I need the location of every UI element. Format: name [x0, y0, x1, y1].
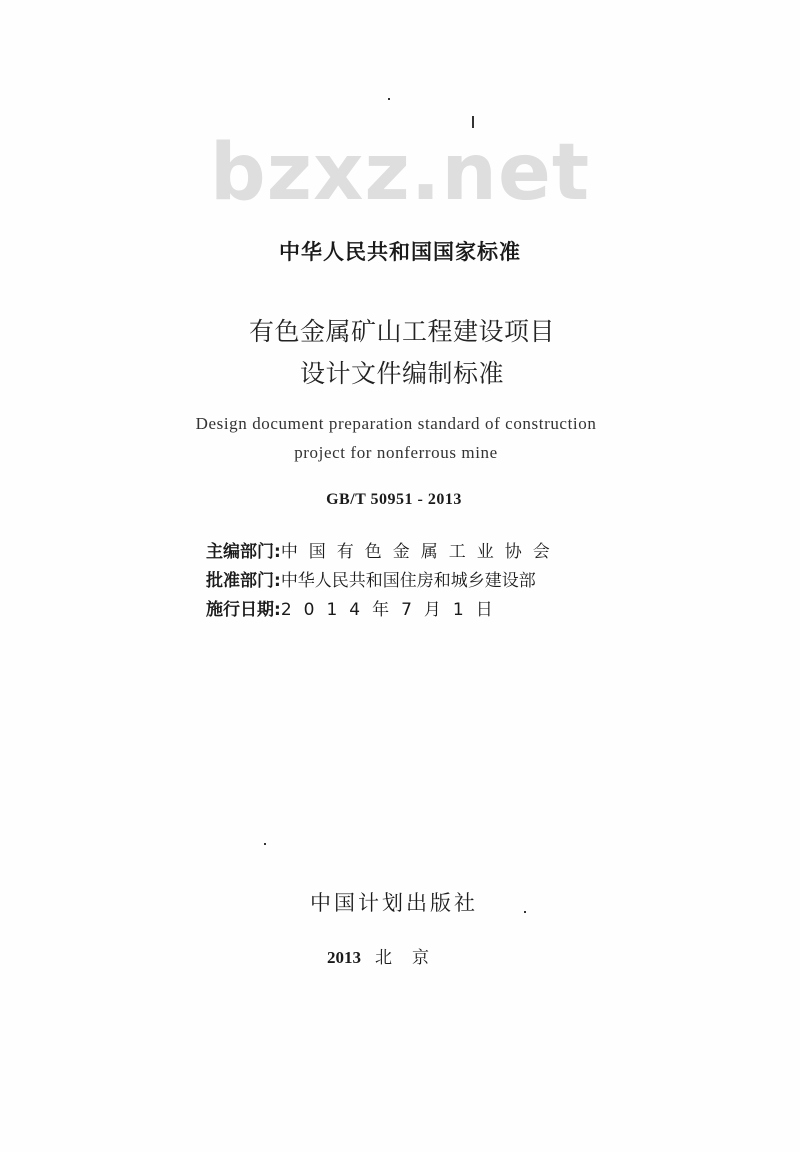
document-title-line-1: 有色金属矿山工程建设项目	[248, 317, 555, 346]
scan-speck	[388, 98, 390, 100]
effective-date-row	[206, 596, 606, 625]
approver-row	[206, 567, 606, 596]
publication-line	[0, 943, 788, 968]
editor-row	[206, 538, 606, 567]
effective-date-value: 2014年7月1日	[280, 600, 505, 620]
scan-speck	[264, 843, 266, 845]
standard-code: GB/T 50951 - 2013	[326, 491, 462, 508]
editor-label: 主编部门	[206, 542, 274, 562]
effective-date-label: 施行日期	[206, 600, 274, 620]
publication-year: 2013	[327, 948, 361, 967]
scan-speck	[472, 116, 474, 128]
publisher-name: 中国计划出版社	[310, 891, 478, 915]
issuance-info	[206, 538, 606, 625]
watermark: bzxz.net	[209, 128, 591, 218]
publication-city: 北京	[375, 948, 449, 968]
editor-separator: :	[274, 542, 281, 562]
approver-separator: :	[274, 571, 281, 591]
approver-label: 批准部门	[206, 571, 274, 591]
english-title-line-2: project for nonferrous mine	[294, 443, 498, 462]
english-title-line-1: Design document preparation standard of construction	[195, 414, 597, 433]
document-title-line-2: 设计文件编制标准	[299, 359, 504, 388]
approver-value: 中华人民共和国住房和城乡建设部	[280, 571, 536, 591]
effective-date-separator: :	[274, 600, 281, 620]
editor-value: 中国有色金属工业协会	[280, 542, 561, 562]
national-standard-heading: 中华人民共和国国家标准	[279, 240, 521, 264]
